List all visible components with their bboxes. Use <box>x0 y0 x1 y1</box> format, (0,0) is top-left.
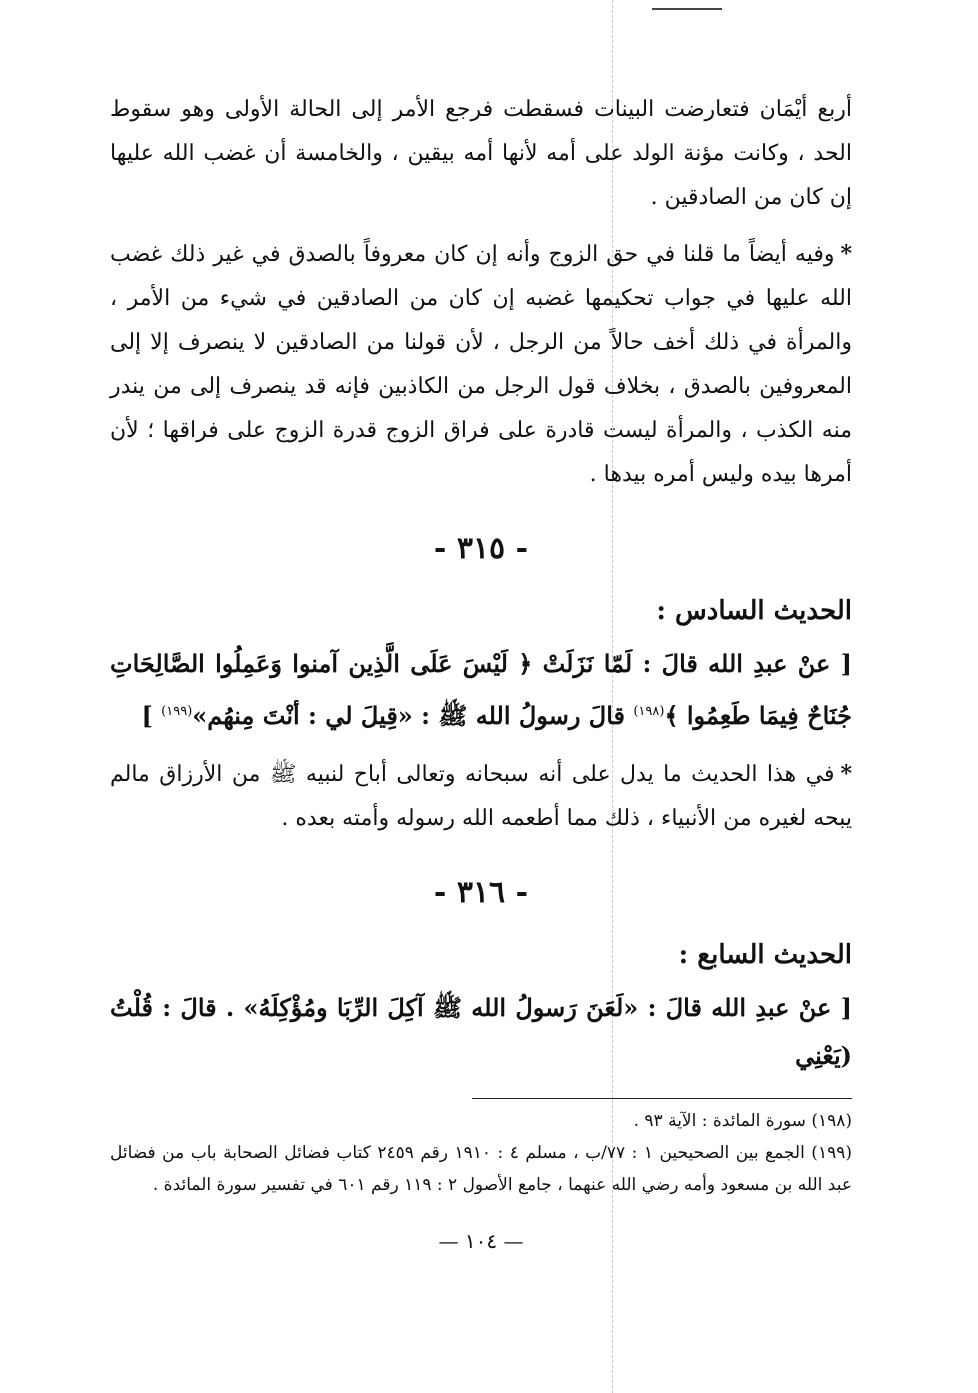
hadith-number-315: - ٣١٥ - <box>433 531 529 566</box>
scan-top-mark <box>652 8 722 10</box>
hadith-text-part3: ] <box>141 701 153 730</box>
footnote-199: (١٩٩) الجمع بين الصحيحين ١ : ٧٧/ب ، مسلم ٤ : ١٩١٠ رقم ٢٤٥٩ كتاب فضائل الصحابة باب من فضائل عبد الله بن مسعود وأمه رضي الله عنهما ، جامع الأصول ٢ : ١١٩ رقم ٦٠١ في تفسير سورة المائدة . <box>110 1143 852 1195</box>
page-number: — ١٠٤ — <box>438 1229 524 1253</box>
footnote-ref-199[interactable]: (١٩٩) <box>161 704 193 719</box>
footnote-divider <box>472 1098 852 1099</box>
footnote-198: (١٩٨) سورة المائدة : الآية ٩٣ . <box>633 1111 852 1131</box>
continuation-paragraph: أربع أيْمَان فتعارضت البينات فسقطت فرجع الأمر إلى الحالة الأولى وهو سقوط الحد ، وكانت مؤنة الولد على أمه لأنها أمه بيقين ، والخامسة أن غضب الله عليها إن كان من الصادقين . <box>110 97 852 210</box>
footnote-ref-198[interactable]: (١٩٨) <box>633 704 665 719</box>
note-text: وفيه أيضاً ما قلنا في حق الزوج وأنه إن كان معروفاً بالصدق في غير ذلك غضب الله عليها في جواب تحكيمها غضبه إن كان من الصادقين في شيء من الأمر ، والمرأة في ذلك أخف حالاً من الرجل ، لأن قولنا من الصادقين لا ينصرف إلا إلى المعروفين بالصدق ، بخلاف قول الرجل من الكاذبين فإنه قد ينصرف إلى من يندر منه الكذب ، والمرأة ليست قادرة على فراق الزوج قدرة الزوج على فراقها ؛ لأن أمرها بيده وليس أمره بيدها . <box>110 242 852 487</box>
asterisk-marker: * <box>840 241 852 267</box>
hadith-number-316: - ٣١٦ - <box>433 875 529 910</box>
commentary-text: في هذا الحديث ما يدل على أنه سبحانه وتعالى أباح لنبيه ﷺ من الأرزاق مالم يبحه لغيره من الأنبياء ، ذلك مما أطعمه الله رسوله وأمته بعده . <box>110 762 852 831</box>
document-page <box>110 88 852 1253</box>
commentary-paragraph <box>110 752 852 841</box>
note-paragraph <box>110 232 852 497</box>
asterisk-marker: * <box>840 761 852 787</box>
hadith-title-sixth: الحديث السادس : <box>656 596 852 626</box>
hadith-text-part1: [ عنْ عبدِ الله قالَ : لَمّا نَزَلَتْ ﴿ لَيْسَ عَلَى الَّذِين آمنوا وَعَمِلُوا الصَّالِحَاتِ جُنَاحٌ فِيمَا طَعِمُوا ﴾ <box>110 649 852 730</box>
hadith-text-sixth <box>110 640 852 740</box>
hadith-text-seventh: [ عنْ عبدِ الله قالَ : «لَعَنَ رَسولُ الله ﷺ آكِلَ الرِّبَا ومُؤْكِلَهُ» . قالَ : قُلْتُ (يَعْنِي <box>110 993 852 1070</box>
hadith-title-seventh: الحديث السابع : <box>678 940 852 970</box>
hadith-text-part2: قالَ رسولُ الله ﷺ : «قِيلَ لي : أنْتَ مِنهُم» <box>192 701 625 730</box>
